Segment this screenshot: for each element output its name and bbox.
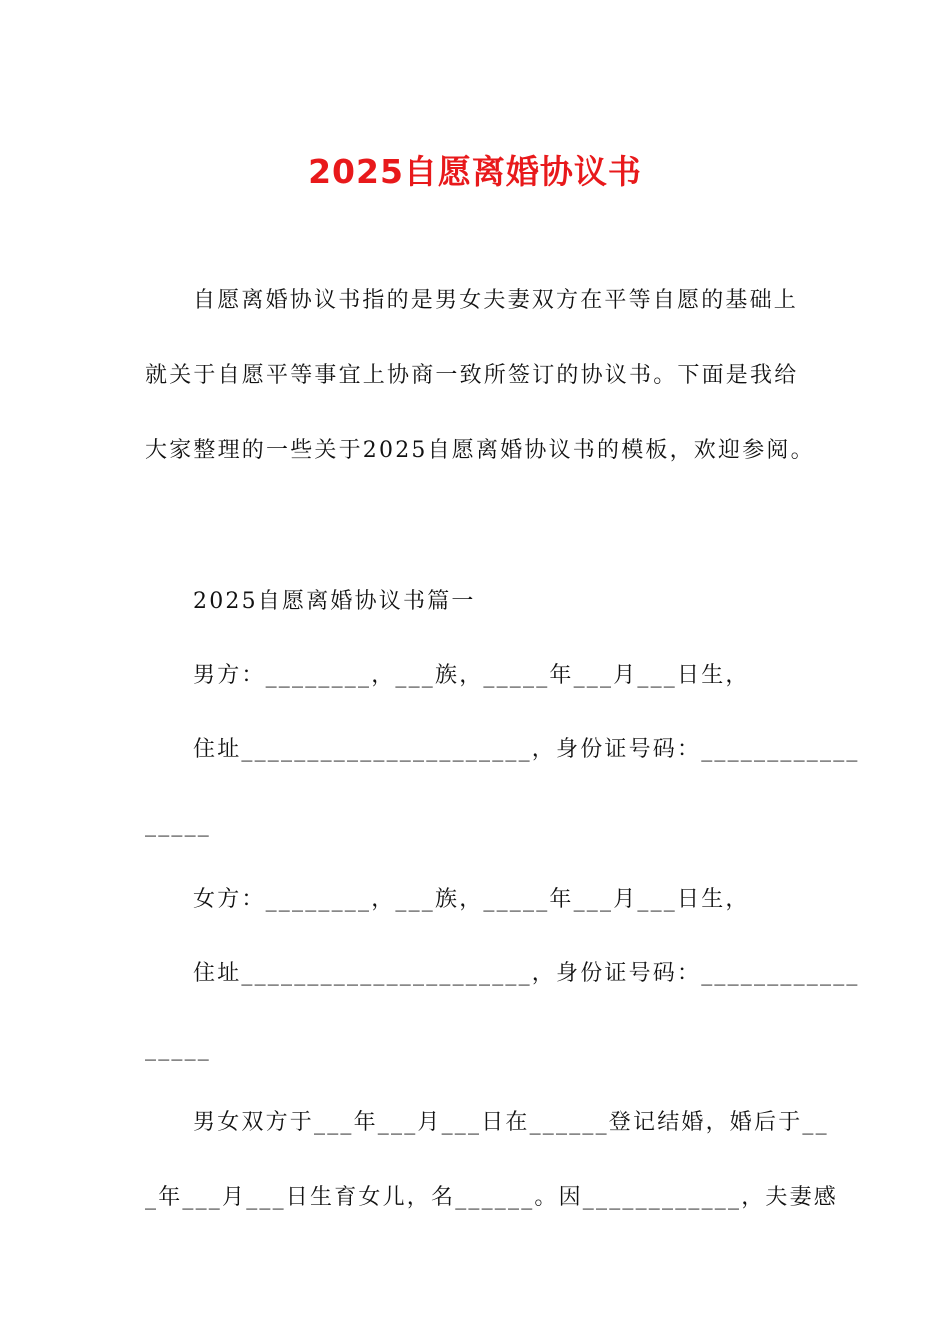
intro-line-3: 大家整理的一些关于2025自愿离婚协议书的模板，欢迎参阅。 [145,438,815,463]
document-title: 2025自愿离婚协议书 [308,152,642,191]
intro-line-2: 就关于自愿平等事宜上协商一致所签订的协议书。下面是我给 [145,363,799,388]
female-party-line: 女方：________，___族，_____年___月___日生， [193,887,750,912]
intro-line-1: 自愿离婚协议书指的是男女夫妻双方在平等自愿的基础上 [193,288,799,313]
section-heading: 2025自愿离婚协议书篇一 [193,589,476,614]
male-party-line: 男方：________，___族，_____年___月___日生， [193,663,750,688]
male-address-line: 住址______________________，身份证号码：____________ [193,737,860,762]
marriage-line-1: 男女双方于___年___月___日在______登记结婚，婚后于__ [193,1110,829,1135]
male-address-continuation: _____ [145,812,211,837]
female-address-line: 住址______________________，身份证号码：____________ [193,961,860,986]
marriage-line-2: _年___月___日生育女儿，名______。因____________，夫妻感 [145,1185,839,1210]
female-address-continuation: _____ [145,1036,211,1061]
